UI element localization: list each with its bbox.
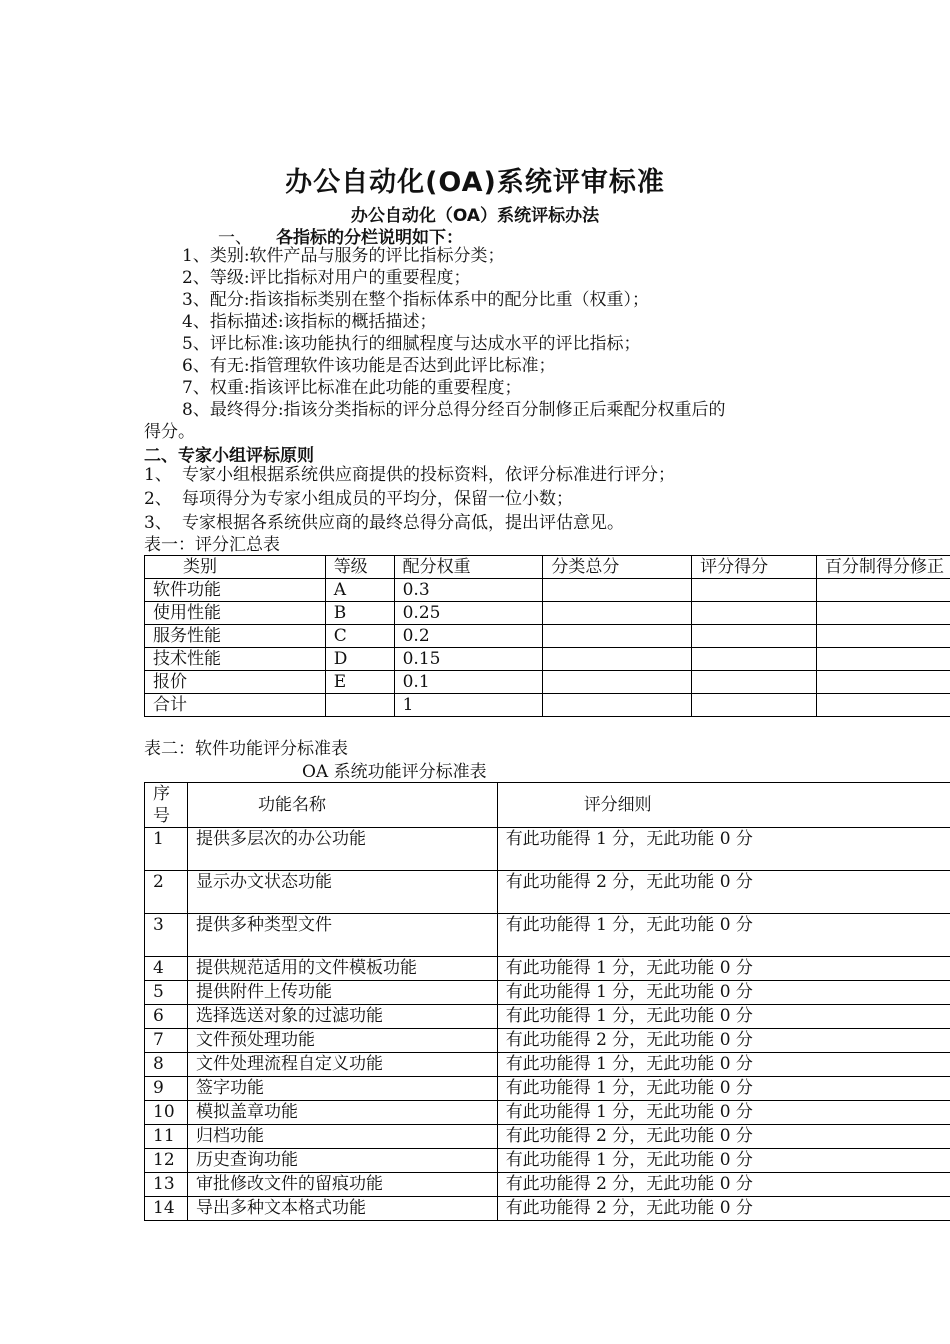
function-name: 文件处理流程自定义功能 xyxy=(187,1053,497,1077)
document-subtitle: 办公自动化（OA）系统评标办法 xyxy=(350,206,600,226)
row-number: 14 xyxy=(145,1197,188,1221)
row-number: 8 xyxy=(145,1053,188,1077)
function-name: 文件预处理功能 xyxy=(187,1029,497,1053)
scoring-rule: 有此功能得 1 分，无此功能 0 分 xyxy=(497,1077,950,1101)
section1-heading-text: 各指标的分栏说明如下： xyxy=(276,228,463,248)
table2-caption: 表二：软件功能评分标准表 xyxy=(144,739,348,759)
scoring-rule: 有此功能得 1 分，无此功能 0 分 xyxy=(497,1005,950,1029)
principle-item xyxy=(144,512,624,534)
principle-text: 专家小组根据系统供应商提供的投标资料，依评分标准进行评分； xyxy=(182,465,675,485)
table-row xyxy=(145,1101,950,1125)
table-cell xyxy=(817,694,950,717)
function-name: 签字功能 xyxy=(187,1077,497,1101)
table-cell xyxy=(692,602,817,625)
document-title: 办公自动化(OA)系统评审标准 xyxy=(285,167,665,198)
table-cell xyxy=(692,625,817,648)
header-cell: 类别 xyxy=(145,556,326,579)
principle-text: 每项得分为专家小组成员的平均分，保留一位小数； xyxy=(182,489,573,509)
table-row xyxy=(145,648,950,671)
row-number: 12 xyxy=(145,1149,188,1173)
table-cell: 报价 xyxy=(145,671,326,694)
section1-item-continuation: 得分。 xyxy=(144,422,195,442)
table-cell: 0.3 xyxy=(394,579,543,602)
score-summary-table xyxy=(144,555,950,717)
table1-caption: 表一：评分汇总表 xyxy=(144,535,280,555)
function-name: 提供附件上传功能 xyxy=(187,981,497,1005)
table-cell xyxy=(543,648,692,671)
section1-item: 7、权重:指该评比标准在此功能的重要程度； xyxy=(182,378,522,398)
table-row xyxy=(145,914,950,957)
table-row xyxy=(145,602,950,625)
principle-number: 1、 xyxy=(144,465,172,485)
section1-number: 一、 xyxy=(218,228,252,248)
function-name: 提供规范适用的文件模板功能 xyxy=(187,957,497,981)
table-cell xyxy=(543,579,692,602)
table-row xyxy=(145,1149,950,1173)
header-cell: 序号 xyxy=(145,783,188,828)
section1-item: 5、评比标准:该功能执行的细腻程度与达成水平的评比指标； xyxy=(182,334,641,354)
table-row xyxy=(145,981,950,1005)
table-row xyxy=(145,1005,950,1029)
section1-item: 6、有无:指管理软件该功能是否达到此评比标准； xyxy=(182,356,556,376)
principle-item xyxy=(144,464,675,486)
scoring-rule: 有此功能得 2 分，无此功能 0 分 xyxy=(497,1173,950,1197)
table-cell xyxy=(817,579,950,602)
table-total-row xyxy=(145,694,950,717)
row-number: 7 xyxy=(145,1029,188,1053)
scoring-rule: 有此功能得 1 分，无此功能 0 分 xyxy=(497,1053,950,1077)
table-cell xyxy=(817,648,950,671)
function-name: 选择选送对象的过滤功能 xyxy=(187,1005,497,1029)
header-cell: 配分权重 xyxy=(394,556,543,579)
row-number: 13 xyxy=(145,1173,188,1197)
table-header-row xyxy=(145,556,950,579)
header-cell: 等级 xyxy=(325,556,394,579)
principle-number: 2、 xyxy=(144,489,172,509)
function-name: 历史查询功能 xyxy=(187,1149,497,1173)
table-row xyxy=(145,1029,950,1053)
row-number: 11 xyxy=(145,1125,188,1149)
row-number: 3 xyxy=(145,914,188,957)
scoring-rule: 有此功能得 1 分，无此功能 0 分 xyxy=(497,1101,950,1125)
table-cell: 1 xyxy=(394,694,543,717)
table-row xyxy=(145,1053,950,1077)
principle-item xyxy=(144,488,573,510)
principle-number: 3、 xyxy=(144,513,172,533)
function-name: 显示办文状态功能 xyxy=(187,871,497,914)
table-cell: 0.15 xyxy=(394,648,543,671)
table-cell: 0.25 xyxy=(394,602,543,625)
section1-item: 2、等级:评比指标对用户的重要程度； xyxy=(182,268,471,288)
scoring-rule: 有此功能得 1 分，无此功能 0 分 xyxy=(497,914,950,957)
table-cell xyxy=(817,671,950,694)
section2-heading: 二、专家小组评标原则 xyxy=(144,446,314,466)
table-cell xyxy=(543,602,692,625)
table-cell: 使用性能 xyxy=(145,602,326,625)
table-row xyxy=(145,1197,950,1221)
header-cell: 功能名称 xyxy=(187,783,497,828)
scoring-rule: 有此功能得 1 分，无此功能 0 分 xyxy=(497,828,950,871)
header-cell: 分类总分 xyxy=(543,556,692,579)
function-name: 提供多层次的办公功能 xyxy=(187,828,497,871)
row-number: 6 xyxy=(145,1005,188,1029)
table-cell: 技术性能 xyxy=(145,648,326,671)
function-name: 提供多种类型文件 xyxy=(187,914,497,957)
row-number: 10 xyxy=(145,1101,188,1125)
header-cell: 百分制得分修正 xyxy=(817,556,950,579)
section1-item: 4、指标描述:该指标的概括描述； xyxy=(182,312,437,332)
table-cell xyxy=(543,671,692,694)
function-name: 审批修改文件的留痕功能 xyxy=(187,1173,497,1197)
table-cell xyxy=(692,579,817,602)
table-cell xyxy=(325,694,394,717)
scoring-rule: 有此功能得 1 分，无此功能 0 分 xyxy=(497,981,950,1005)
table-row xyxy=(145,579,950,602)
scoring-rule: 有此功能得 2 分，无此功能 0 分 xyxy=(497,871,950,914)
row-number: 9 xyxy=(145,1077,188,1101)
table2-subcaption: OA 系统功能评分标准表 xyxy=(302,762,487,782)
table-cell xyxy=(543,625,692,648)
scoring-rule: 有此功能得 2 分，无此功能 0 分 xyxy=(497,1125,950,1149)
function-name: 模拟盖章功能 xyxy=(187,1101,497,1125)
header-cell: 评分得分 xyxy=(692,556,817,579)
table-cell: 0.1 xyxy=(394,671,543,694)
table-row xyxy=(145,1173,950,1197)
header-cell: 评分细则 xyxy=(497,783,950,828)
table-cell xyxy=(817,602,950,625)
table-row xyxy=(145,871,950,914)
section1-item: 1、类别:软件产品与服务的评比指标分类； xyxy=(182,246,505,266)
table-cell: A xyxy=(325,579,394,602)
principle-text: 专家根据各系统供应商的最终总得分高低，提出评估意见。 xyxy=(182,513,624,533)
function-name: 归档功能 xyxy=(187,1125,497,1149)
row-number: 2 xyxy=(145,871,188,914)
section1-item: 3、配分:指该指标类别在整个指标体系中的配分比重（权重）； xyxy=(182,290,650,310)
row-number: 4 xyxy=(145,957,188,981)
table-cell xyxy=(692,671,817,694)
table-row xyxy=(145,1125,950,1149)
function-name: 导出多种文本格式功能 xyxy=(187,1197,497,1221)
table-row xyxy=(145,625,950,648)
table-cell: C xyxy=(325,625,394,648)
scoring-rule: 有此功能得 2 分，无此功能 0 分 xyxy=(497,1197,950,1221)
scoring-rule: 有此功能得 2 分，无此功能 0 分 xyxy=(497,1029,950,1053)
table-cell xyxy=(692,648,817,671)
table-cell xyxy=(543,694,692,717)
table-cell: 合计 xyxy=(145,694,326,717)
row-number: 1 xyxy=(145,828,188,871)
table-cell: 软件功能 xyxy=(145,579,326,602)
table-header-row xyxy=(145,783,950,828)
table-row xyxy=(145,1077,950,1101)
table-cell xyxy=(692,694,817,717)
table-cell xyxy=(817,625,950,648)
table-row xyxy=(145,957,950,981)
table-row xyxy=(145,671,950,694)
table-cell: E xyxy=(325,671,394,694)
table-cell: 服务性能 xyxy=(145,625,326,648)
table-cell: B xyxy=(325,602,394,625)
table-cell: 0.2 xyxy=(394,625,543,648)
row-number: 5 xyxy=(145,981,188,1005)
function-criteria-table xyxy=(144,782,950,1221)
table-cell: D xyxy=(325,648,394,671)
scoring-rule: 有此功能得 1 分，无此功能 0 分 xyxy=(497,957,950,981)
table-row xyxy=(145,828,950,871)
section1-item: 8、最终得分:指该分类指标的评分总得分经百分制修正后乘配分权重后的 xyxy=(182,400,726,420)
scoring-rule: 有此功能得 1 分，无此功能 0 分 xyxy=(497,1149,950,1173)
